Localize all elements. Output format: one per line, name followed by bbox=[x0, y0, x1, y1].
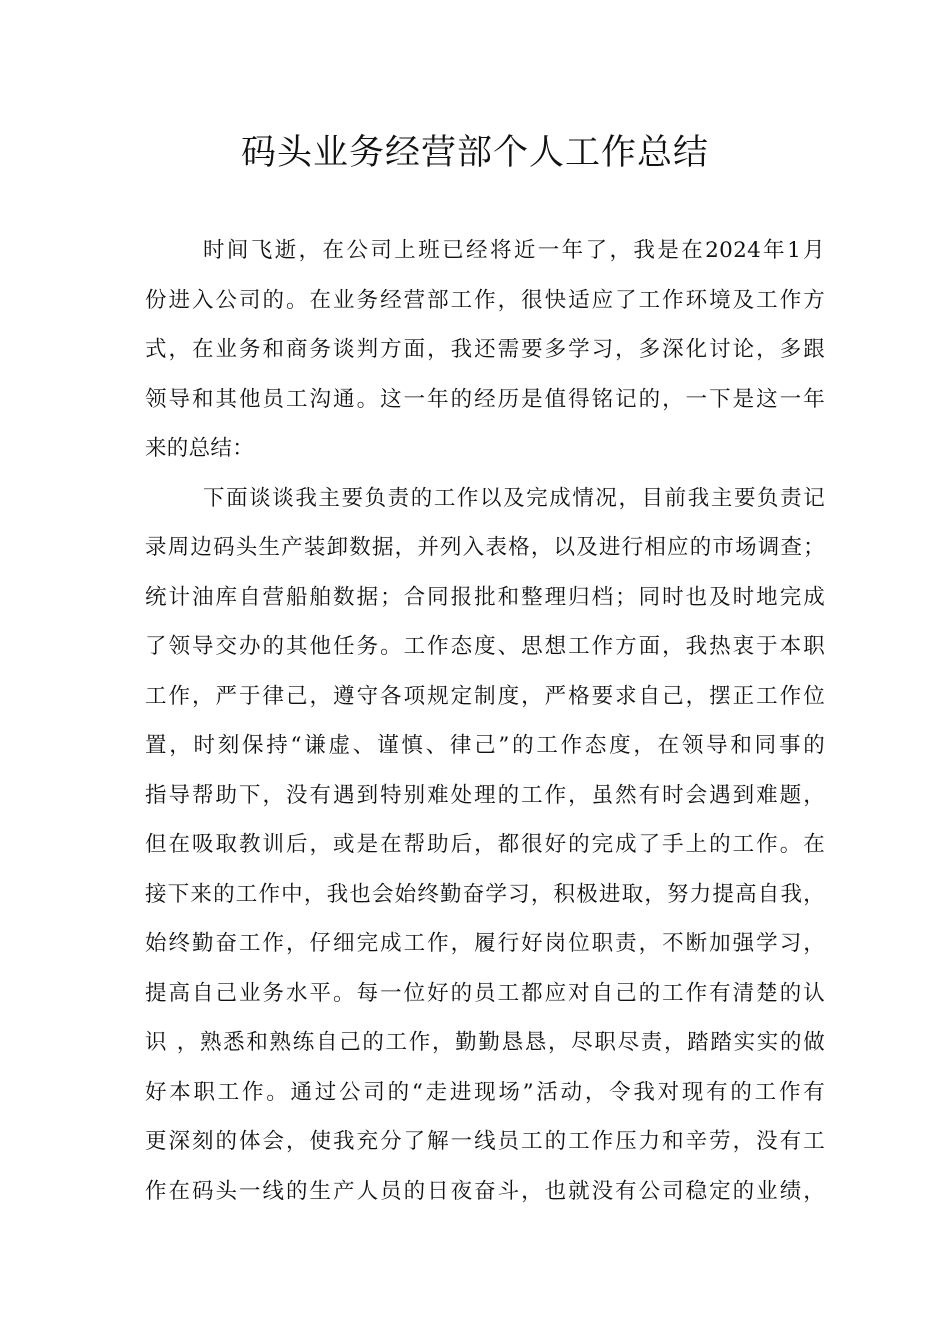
paragraph-line: 但在吸取教训后，或是在帮助后，都很好的完成了手上的工作。在 bbox=[145, 832, 825, 857]
paragraph-line: 工作，严于律己，遵守各项规定制度，严格要求自己，摆正工作位 bbox=[145, 683, 825, 709]
paragraph-line: 领导和其他员工沟通。这一年的经历是值得铭记的，一下是这一年 bbox=[145, 386, 825, 412]
paragraph-line: 来的总结： bbox=[145, 436, 255, 461]
paragraph-line: 指导帮助下，没有遇到特别难处理的工作，虽然有时会遇到难题， bbox=[145, 782, 825, 808]
paragraph-line: 份进入公司的。在业务经营部工作，很快适应了工作环境及工作方 bbox=[145, 287, 825, 313]
paragraph-line: 下面谈谈我主要负责的工作以及完成情况，目前我主要负责记 bbox=[203, 485, 825, 511]
paragraph-line: 好本职工作。通过公司的“走进现场”活动，令我对现有的工作有 bbox=[145, 1079, 825, 1105]
paragraph-line: 接下来的工作中，我也会始终勤奋学习，积极进取，努力提高自我， bbox=[145, 881, 825, 907]
paragraph-line: 作在码头一线的生产人员的日夜奋斗，也就没有公司稳定的业绩， bbox=[145, 1178, 825, 1204]
paragraph-line: 统计油库自营船舶数据；合同报批和整理归档；同时也及时地完成 bbox=[145, 584, 825, 610]
paragraph-line: 了领导交办的其他任务。工作态度、思想工作方面，我热衷于本职 bbox=[145, 634, 825, 659]
paragraph-line: 提高自己业务水平。每一位好的员工都应对自己的工作有清楚的认 bbox=[145, 980, 825, 1006]
paragraph-line: 始终勤奋工作，仔细完成工作，履行好岗位职责，不断加强学习， bbox=[145, 931, 825, 956]
document-body bbox=[145, 231, 825, 1221]
paragraph-line: 式，在业务和商务谈判方面，我还需要多学习，多深化讨论，多跟 bbox=[145, 337, 825, 362]
paragraph-line: 更深刻的体会，使我充分了解一线员工的工作压力和辛劳，没有工 bbox=[145, 1129, 825, 1154]
paragraph-line: 时间飞逝，在公司上班已经将近一年了，我是在2024年1月 bbox=[203, 238, 825, 263]
paragraph-line: 识 ，熟悉和熟练自己的工作，勤勤恳恳，尽职尽责，踏踏实实的做 bbox=[145, 1030, 825, 1055]
document-title: 码头业务经营部个人工作总结 bbox=[240, 133, 709, 173]
paragraph-line: 置，时刻保持“谦虚、谨慎、律己”的工作态度，在领导和同事的 bbox=[145, 733, 825, 758]
paragraph-line: 录周边码头生产装卸数据，并列入表格，以及进行相应的市场调查； bbox=[145, 535, 825, 560]
